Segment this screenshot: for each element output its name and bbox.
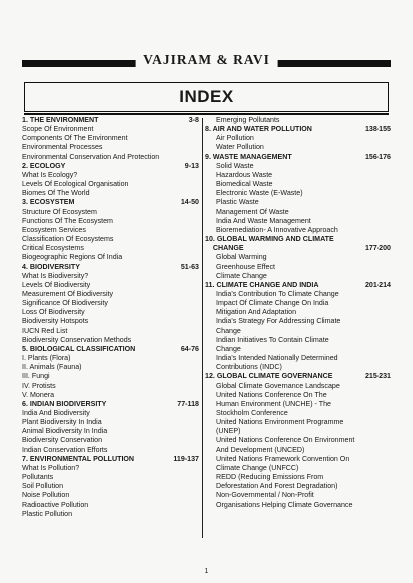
section-title: 6. INDIAN BIODIVERSITY (22, 399, 107, 408)
index-entry: Functions Of The Ecosystem (22, 216, 113, 225)
index-entry: Water Pollution (216, 143, 264, 152)
index-entry: Human Environment (UNCHE) - The (216, 399, 331, 408)
section-title: 4. BIODIVERSITY (22, 262, 80, 271)
index-entry: Organisations Helping Climate Governance (216, 500, 353, 509)
section-heading (205, 125, 391, 134)
index-entry: Global Climate Governance Landscape (216, 381, 340, 390)
index-entry: (UNEP) (216, 427, 241, 436)
section-title: 2. ECOLOGY (22, 161, 66, 170)
index-entry: Environmental Processes (22, 143, 103, 152)
index-entry: V. Monera (22, 390, 55, 399)
section-heading (22, 162, 199, 171)
index-entry: Significance Of Biodiversity (22, 299, 108, 308)
index-entry: Classification Of Ecosystems (22, 235, 114, 244)
index-entry: I. Plants (Flora) (22, 354, 71, 363)
index-entry: Biodiversity Conservation Methods (22, 335, 132, 344)
section-heading (22, 455, 199, 464)
index-entry: Scope Of Environment (22, 125, 94, 134)
index-entry: Change (216, 326, 241, 335)
index-entry: United Nations Conference On The (216, 390, 327, 399)
index-entry: India's Contribution To Climate Change (216, 289, 339, 298)
index-entry: Biomedical Waste (216, 180, 273, 189)
index-entry: Measurement Of Biodiversity (22, 289, 114, 298)
index-entry: India And Waste Management (216, 216, 311, 225)
index-entry: IUCN Red List (22, 326, 68, 335)
right-column (205, 116, 391, 510)
index-entry: Management Of Waste (216, 207, 289, 216)
section-heading (205, 281, 391, 290)
left-column (22, 116, 199, 519)
index-entry: Animal Biodiversity In India (22, 427, 108, 436)
index-entry: Noise Pollution (22, 491, 70, 500)
index-entry: II. Animals (Fauna) (22, 363, 82, 372)
section-heading (22, 263, 199, 272)
section-heading (205, 235, 391, 244)
section-title: 12. GLOBAL CLIMATE GOVERNANCE (205, 372, 333, 381)
index-entry: Indian Initiatives To Contain Climate (216, 335, 329, 344)
section-heading (22, 345, 199, 354)
section-title: 8. AIR AND WATER POLLUTION (205, 125, 312, 134)
section-pages: 14-50 (180, 198, 199, 207)
index-entry: Biodiversity Conservation (22, 436, 103, 445)
index-entry: What Is Biodiversity? (22, 271, 89, 280)
section-title: 1. THE ENVIRONMENT (22, 116, 99, 124)
section-pages: 64-76 (180, 344, 199, 353)
index-entry: India's Strategy For Addressing Climate (216, 317, 341, 326)
section-pages: 3-8 (188, 116, 199, 124)
index-entry: United Nations Environment Programme (216, 418, 344, 427)
index-entry: And Development (UNCED) (216, 445, 305, 454)
index-entry: Environmental Conservation And Protection (22, 152, 160, 161)
index-entry: Mitigation And Adaptation (216, 308, 297, 317)
index-entry: Change (216, 344, 241, 353)
page-number: 1 (204, 568, 209, 575)
index-entry: REDD (Reducing Emissions From (216, 473, 324, 482)
section-pages: 119-137 (173, 454, 199, 463)
index-title: INDEX (179, 87, 234, 106)
index-entry: Levels Of Ecological Organisation (22, 180, 129, 189)
section-title: CHANGE (205, 244, 244, 253)
section-title: 5. BIOLOGICAL CLASSIFICATION (22, 344, 136, 353)
section-pages: 138-155 (364, 125, 391, 134)
index-entry: Stockholm Conference (216, 409, 288, 417)
section-pages: 77-118 (177, 399, 199, 408)
index-entry: Climate Change (216, 271, 267, 280)
index-heading-box (24, 82, 389, 112)
index-entry: Components Of The Environment (22, 134, 128, 143)
index-entry: III. Fungi (22, 372, 50, 381)
index-entry: Emerging Pollutants (216, 116, 280, 124)
section-pages: 215-231 (364, 372, 391, 381)
index-entry: Biomes Of The World (22, 189, 90, 198)
index-entry: Solid Waste (216, 161, 254, 170)
index-entry: Levels Of Biodiversity (22, 280, 91, 289)
index-entry: Deforestation And Forest Degradation) (216, 482, 338, 491)
column-divider (202, 118, 203, 538)
section-heading (22, 400, 199, 409)
index-entry: Indian Conservation Efforts (22, 445, 108, 454)
index-entry: United Nations Conference On Environment (216, 436, 355, 445)
index-entry: Loss Of Biodiversity (22, 308, 85, 317)
index-entry: What Is Pollution? (22, 463, 80, 472)
index-entry: Plastic Waste (216, 198, 259, 207)
section-heading (205, 153, 391, 162)
index-entry: Bioremediation- A Innovative Approach (216, 225, 338, 234)
section-pages: 156-176 (364, 152, 391, 161)
index-entry: Greenhouse Effect (216, 262, 276, 271)
index-entry: Electronic Waste (E-Waste) (216, 189, 303, 198)
index-entry: Global Warming (216, 253, 267, 262)
section-heading (22, 116, 199, 125)
index-entry: India And Biodiversity (22, 409, 90, 417)
index-entry: IV. Protists (22, 381, 56, 390)
section-pages: 51-63 (180, 262, 199, 271)
section-heading (205, 372, 391, 381)
index-entry: Biodiversity Hotspots (22, 317, 89, 326)
index-entry: Plastic Pollution (22, 509, 73, 518)
brand-title: VAJIRAM & RAVI (135, 52, 278, 68)
section-heading (22, 198, 199, 207)
index-entry: Plant Biodiversity In India (22, 418, 102, 427)
index-entry: Ecosystem Services (22, 225, 86, 234)
section-title: 7. ENVIRONMENTAL POLLUTION (22, 454, 135, 463)
index-entry: Non-Governmental / Non-Profit (216, 491, 314, 500)
index-entry: Pollutants (22, 473, 54, 482)
index-entry: Biogeographic Regions Of India (22, 253, 123, 262)
section-title: 11. CLIMATE CHANGE AND INDIA (205, 280, 319, 289)
index-entry: Impact Of Climate Change On India (216, 299, 329, 308)
index-entry: United Nations Framework Convention On (216, 454, 350, 463)
section-title: 10. GLOBAL WARMING AND CLIMATE (205, 235, 334, 244)
section-pages: 177-200 (364, 244, 391, 253)
section-heading (205, 244, 391, 253)
index-entry: Contributions (INDC) (216, 363, 282, 372)
index-entry: What Is Ecology? (22, 170, 78, 179)
section-pages (387, 235, 391, 244)
index-entry: Structure Of Ecosystem (22, 207, 97, 216)
section-pages: 201-214 (364, 280, 391, 289)
index-entry: Climate Change (UNFCC) (216, 463, 299, 472)
index-entry: Soil Pollution (22, 482, 64, 491)
index-entry: Radioactive Pollution (22, 500, 89, 509)
section-pages: 9-13 (184, 161, 199, 170)
index-entry: India's Intended Nationally Determined (216, 354, 338, 363)
index-entry: Hazardous Waste (216, 170, 273, 179)
section-title: 9. WASTE MANAGEMENT (205, 152, 292, 161)
index-entry: Air Pollution (216, 134, 254, 143)
index-entry: Critical Ecosystems (22, 244, 84, 253)
section-title: 3. ECOSYSTEM (22, 198, 75, 207)
